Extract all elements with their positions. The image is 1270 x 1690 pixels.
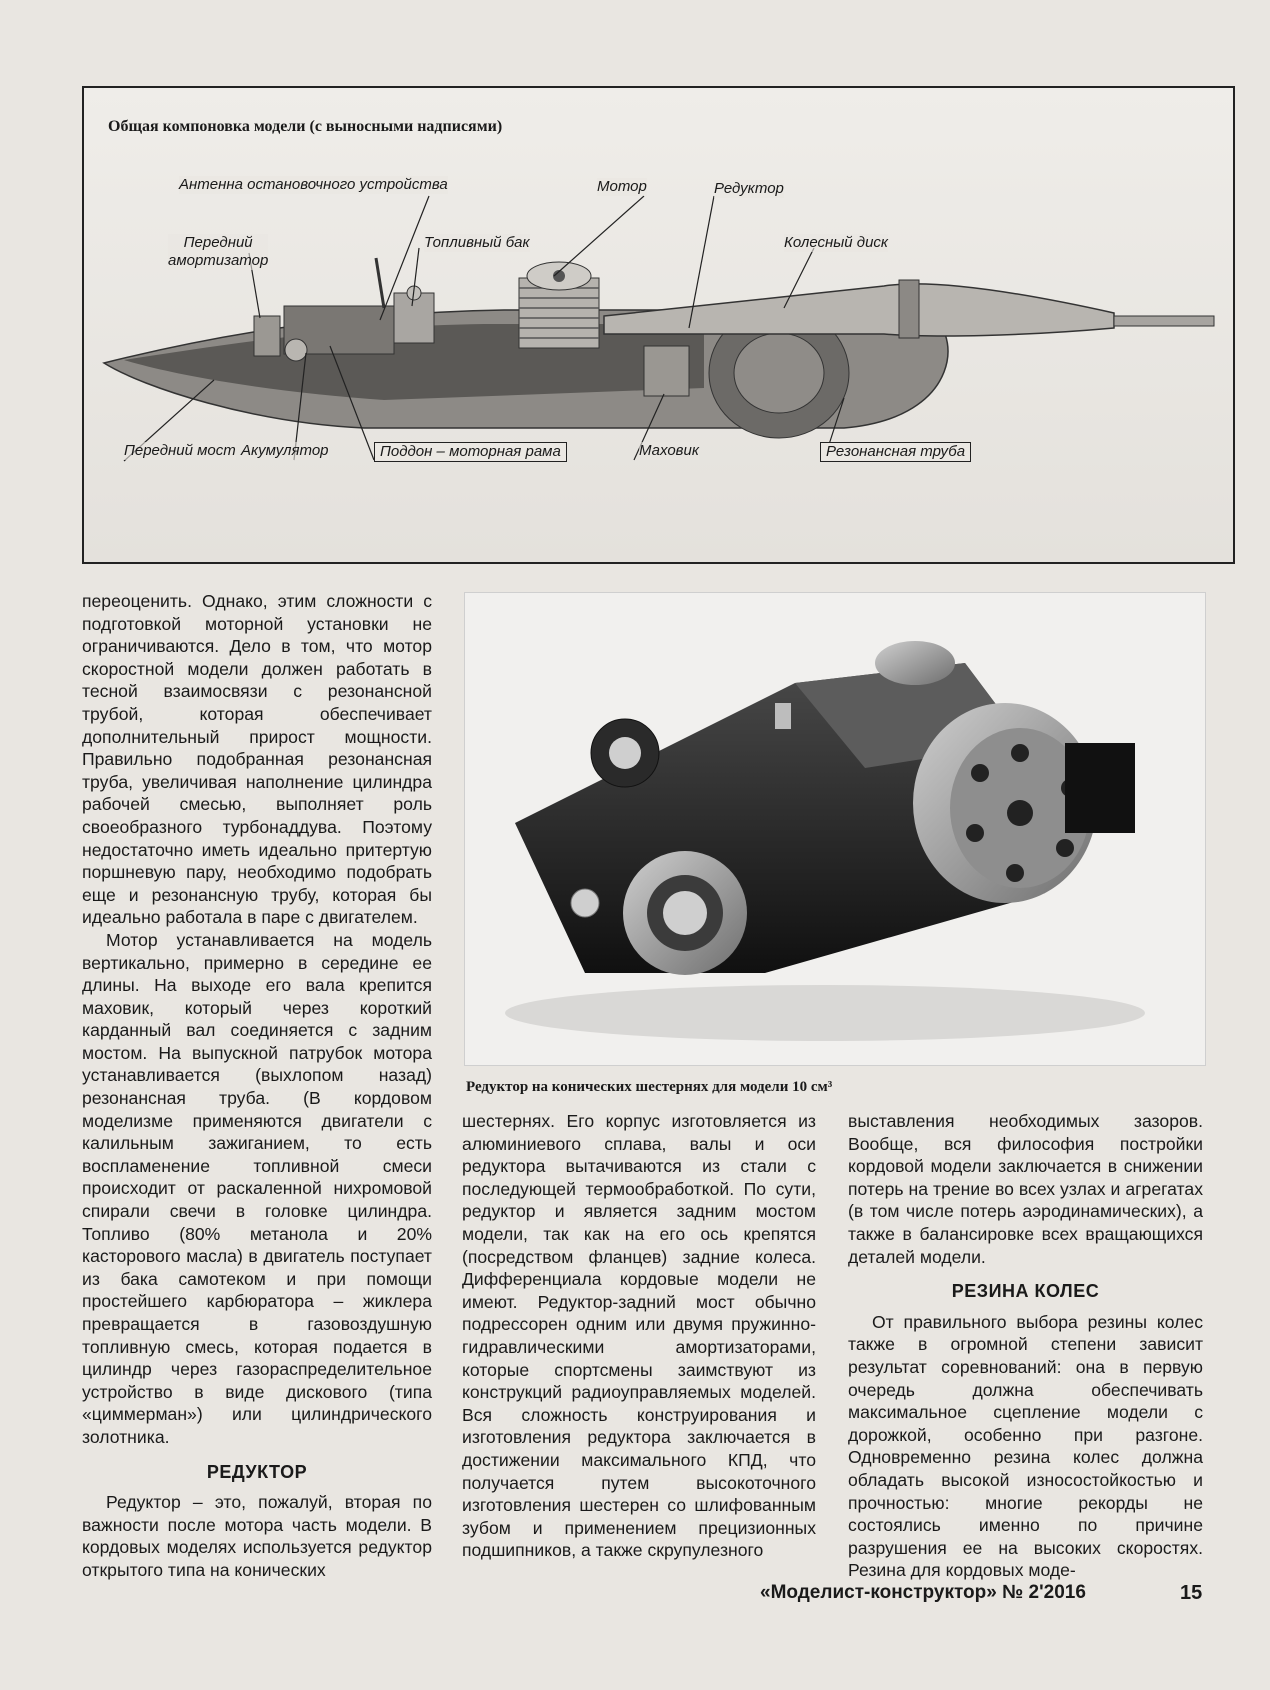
label-fuel-tank: Топливный бак bbox=[424, 234, 530, 251]
label-reducer: Редуктор bbox=[714, 180, 784, 197]
photo-caption: Редуктор на конических шестернях для модели 10 см³ bbox=[466, 1079, 833, 1095]
label-resonance-pipe: Резонансная труба bbox=[820, 442, 971, 462]
text-column-3 bbox=[848, 1110, 1203, 1582]
col2-paragraph-1: шестернях. Его корпус изготовляется из алюминиевого сплава, валы и оси редуктора вытачиваются из стали с последующей термообработкой. По сути, редуктор и является задним мостом модели, так как на его ось крепятся (посредством фланцев) задние колеса. Дифференциала кордовые модели не имеют. Редуктор-задний мост обычно подрессорен одним или двумя пружинно-гидравлическими амортизаторами, которые спортсмены заимствуют из конструкций радиоуправляемых моделей. Вся сложность конструирования и изготовления редуктора заключается в достижении максимального КПД, что получается путем высокоточного изготовления шестерен со шлифованным зубом и применением прецизионных подшипников, а также скрупулезного bbox=[462, 1111, 816, 1561]
label-front-axle: Передний мост bbox=[124, 442, 236, 459]
section-heading-tires: РЕЗИНА КОЛЕС bbox=[951, 1281, 1100, 1302]
col3-paragraph-2: От правильного выбора резины колес также в огромной степени зависит результат соревнований: она в первую очередь должна обеспечивать максимальное сцепление модели с дорожкой, особенно при разгоне. Одновременно резина колес должна обладать высокой износостойкостью и прочностью: многие рекорды не состоялись именно по причине разрушения ее на высоких скоростях. Резина для кордовых моде- bbox=[848, 1311, 1203, 1581]
label-front-shock bbox=[168, 234, 268, 270]
journal-footer: «Моделист-конструктор» № 2'2016 bbox=[760, 1582, 1086, 1603]
section-heading-reducer: РЕДУКТОР bbox=[206, 1461, 308, 1482]
col3-paragraph-1: выставления необходимых зазоров. Вообще, вся философия постройки кордовой модели заключается в снижении потерь на трение во всех узлах и агрегатах (в том числе потерь аэродинамических), а также в балансировке всех вращающихся деталей модели. bbox=[848, 1111, 1203, 1267]
reducer-photo-drawing bbox=[465, 593, 1205, 1065]
model-layout-drawing bbox=[84, 88, 1233, 562]
label-front-shock-line2: амортизатор bbox=[168, 252, 269, 269]
label-battery: Акумулятор bbox=[241, 442, 329, 459]
label-pan-frame: Поддон – моторная рама bbox=[374, 442, 567, 462]
label-wheel-disc: Колесный диск bbox=[784, 234, 889, 251]
col1-paragraph-3: Редуктор – это, пожалуй, вторая по важности после мотора часть модели. В кордовых моделях используется редуктор открытого типа на конических bbox=[82, 1492, 432, 1580]
reducer-photo bbox=[464, 592, 1206, 1066]
label-flywheel: Маховик bbox=[639, 442, 699, 459]
text-column-1 bbox=[82, 590, 432, 1582]
page-number: 15 bbox=[1180, 1582, 1203, 1604]
label-antenna: Антенна остановочного устройства bbox=[179, 176, 448, 193]
label-motor: Мотор bbox=[597, 178, 647, 195]
col1-paragraph-1: переоценить. Однако, этим сложности с подготовкой моторной установки не ограничиваются. Дело в том, что мотор скоростной модели должен работать в тесной взаимосвязи с резонансной трубой, которая обеспечивает дополнительный прирост мощности. Правильно подобранная резонансная труба, увеличивая наполнение цилиндра рабочей смесью, выполняет роль своеобразного турбонаддува. Поэтому недостаточно иметь идеально притертую поршневую пару, необходимо подобрать еще и резонансную трубу, которая бы идеально работала в паре с двигателем. bbox=[82, 591, 432, 928]
model-layout-figure bbox=[82, 86, 1235, 564]
text-column-2 bbox=[462, 1110, 816, 1562]
label-front-shock-line1: Передний bbox=[183, 234, 253, 251]
figure-title: Общая компоновка модели (с выносными надписями) bbox=[108, 118, 503, 135]
col1-paragraph-2: Мотор устанавливается на модель вертикально, примерно в середине ее длины. На выходе его вала крепится маховик, который через короткий карданный вал соединяется с задним мостом. На выпускной патрубок мотора устанавливается (выхлопом назад) резонансная труба. (В кордовом моделизме применяются двигатели с калильным зажиганием, то есть воспламенение топливной смеси происходит от раскаленной нихромовой спирали свечи в головке цилиндра. Топливо (80% метанола и 20% касторового масла) в двигатель поступает из бака самотеком и при помощи простейшего карбюратора – жиклера превращается в газовоздушную топливную смесь, которая подается в цилиндр через газораспределительное устройство в виде дискового (типа «циммерман») или цилиндрического золотника. bbox=[82, 929, 432, 1447]
